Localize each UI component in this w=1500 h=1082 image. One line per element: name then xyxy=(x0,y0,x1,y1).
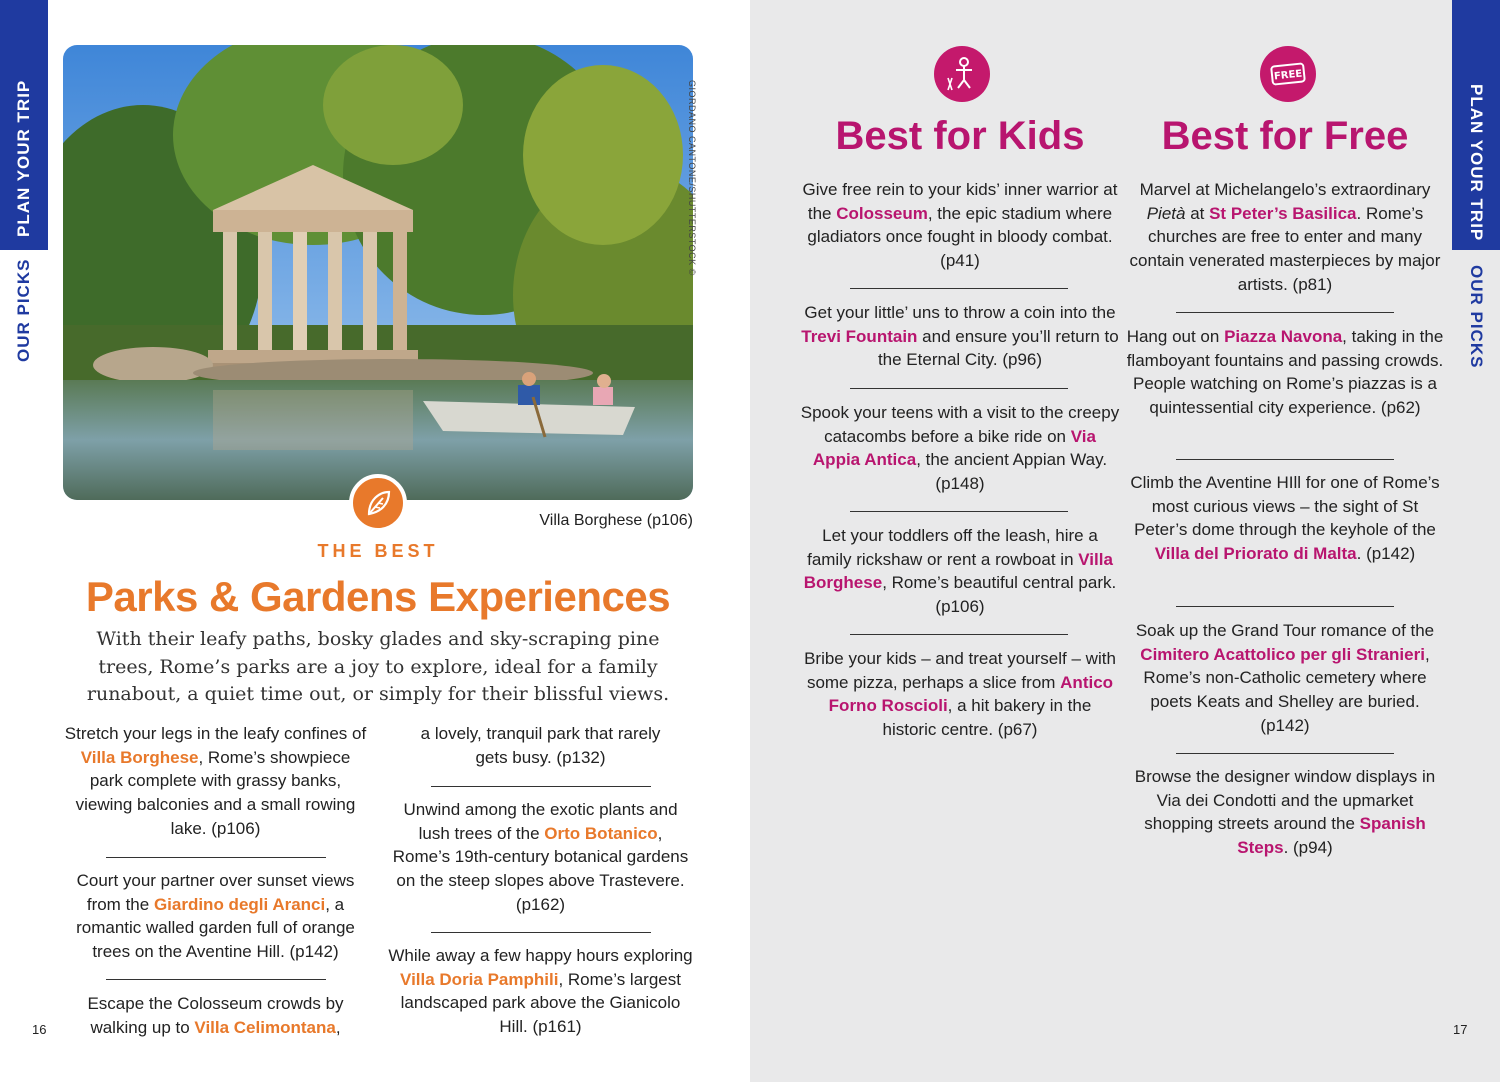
photo-credit: GIORDANO CANTONE/SHUTTERSTOCK © xyxy=(687,80,697,276)
place-link[interactable]: Villa Borghese xyxy=(80,747,199,767)
our-picks-tab[interactable] xyxy=(1452,250,1500,370)
place-link[interactable]: Trevi Fountain xyxy=(801,326,918,346)
free-ticket-icon xyxy=(1260,46,1316,102)
divider xyxy=(850,288,1068,289)
our-picks-label: OUR PICKS xyxy=(14,258,33,362)
list-item: Unwind among the exotic plants and lush trees of the Orto Botanico, Rome’s 19th-century botanical gardens on the steep slopes above Trastevere. (p162) xyxy=(392,800,689,914)
divider xyxy=(1176,753,1394,754)
divider xyxy=(106,979,326,980)
list-item: Get your little’ uns to throw a coin into the Trevi Fountain and ensure you’ll return to the Eternal City. (p96) xyxy=(801,303,1119,370)
page-title: Parks & Gardens Experiences xyxy=(85,573,671,620)
list-item: Court your partner over sunset views from the Giardino degli Aranci, a romantic walled garden full of orange trees on the Aventine Hill. (p142) xyxy=(76,871,355,962)
divider xyxy=(431,932,651,933)
list-item: While away a few happy hours exploring Villa Doria Pamphili, Rome’s largest landscaped park above the Gianicolo Hill. (p161) xyxy=(388,946,693,1037)
divider xyxy=(1176,312,1394,313)
place-link[interactable]: Villa Celimontana xyxy=(194,1017,336,1037)
page-number: 17 xyxy=(1453,1022,1468,1037)
divider xyxy=(850,634,1068,635)
divider xyxy=(1176,459,1394,460)
place-link[interactable]: Colosseum xyxy=(836,203,928,223)
our-picks-tab[interactable] xyxy=(0,250,48,370)
place-link[interactable]: Orto Botanico xyxy=(544,823,658,843)
place-link[interactable]: Villa Borghese xyxy=(803,549,1113,593)
plan-your-trip-tab[interactable] xyxy=(0,0,48,250)
plan-your-trip-label: PLAN YOUR TRIP xyxy=(14,79,33,237)
place-link[interactable]: Via Appia Antica xyxy=(812,426,1096,470)
right-page xyxy=(750,0,1500,1082)
divider xyxy=(850,511,1068,512)
list-item: Let your toddlers off the leash, hire a family rickshaw or rent a rowboat in Villa Borghese, Rome’s beautiful central park. (p106) xyxy=(803,526,1117,617)
list-item: a lovely, tranquil park that rarely gets busy. (p132) xyxy=(420,724,661,767)
divider xyxy=(1176,606,1394,607)
place-link[interactable]: St Peter’s Basilica xyxy=(1209,203,1357,223)
free-ticket-text: FREE xyxy=(1273,68,1303,83)
place-link[interactable]: Piazza Navona xyxy=(1224,327,1343,346)
list-item: Escape the Colosseum crowds by walking up to Villa Celimontana, xyxy=(87,994,344,1037)
leaf-icon xyxy=(349,474,407,532)
list-item: Marvel at Michelangelo’s extraordinary Pietà at St Peter’s Basilica. Rome’s churches are free to enter and many contain venerated masterpieces by major artists. (p81) xyxy=(1129,180,1441,294)
best-for-kids-title: Best for Kids xyxy=(835,114,1085,158)
place-link[interactable]: Spanish Steps xyxy=(1237,814,1426,858)
list-item: Give free rein to your kids’ inner warrior at the Colosseum, the epic stadium where gladiators once fought in bloody combat. (p41) xyxy=(802,180,1118,271)
list-item: Spook your teens with a visit to the creepy catacombs before a bike ride on Via Appia Antica, the ancient Appian Way. (p148) xyxy=(800,403,1120,494)
list-item: Stretch your legs in the leafy confines of Villa Borghese, Rome’s showpiece park complete with grassy banks, viewing balconies and a small rowing lake. (p106) xyxy=(64,724,367,838)
page-number: 16 xyxy=(32,1022,47,1037)
list-item: Bribe your kids – and treat yourself – with some pizza, perhaps a slice from Antico Forno Roscioli, a hit bakery in the historic centre. (p67) xyxy=(804,649,1116,740)
place-link[interactable]: Giardino degli Aranci xyxy=(153,894,326,914)
list-item: Browse the designer window displays in Via dei Condotti and the upmarket shopping streets around the Spanish Steps. (p94) xyxy=(1134,767,1436,858)
plan-your-trip-tab[interactable] xyxy=(1452,0,1500,250)
divider xyxy=(106,857,326,858)
list-item: Climb the Aventine HIll for one of Rome’s most curious views – the sight of St Peter’s dome through the keyhole of the Villa del Priorato di Malta. (p142) xyxy=(1130,473,1440,564)
intro-paragraph: With their leafy paths, bosky glades and sky-scraping pine trees, Rome’s parks are a joy to explore, ideal for a family runabout, a quiet time out, or simply for their blissful views. xyxy=(86,628,670,705)
divider xyxy=(850,388,1068,389)
villa-borghese-photo xyxy=(63,45,693,500)
divider xyxy=(431,786,651,787)
child-icon xyxy=(934,46,990,102)
plan-your-trip-label: PLAN YOUR TRIP xyxy=(1467,84,1486,242)
place-link[interactable]: Antico Forno Roscioli xyxy=(828,672,1114,716)
place-link[interactable]: Villa del Priorato di Malta xyxy=(1154,544,1357,564)
photo-caption: Villa Borghese (p106) xyxy=(539,512,693,529)
list-item: Hang out on Piazza Navona, taking in the flamboyant fountains and passing crowds. People watching on Rome’s piazzas is a quintessential city experience. (p62) xyxy=(1126,327,1444,418)
list-item: Soak up the Grand Tour romance of the Cimitero Acattolico per gli Stranieri, Rome’s non-Catholic cemetery where poets Keats and Shelley are buried. (p142) xyxy=(1135,621,1435,735)
section-kicker: THE BEST xyxy=(317,541,439,561)
best-for-free-title: Best for Free xyxy=(1161,114,1409,158)
place-link[interactable]: Cimitero Acattolico per gli Stranieri xyxy=(1140,644,1425,664)
our-picks-label: OUR PICKS xyxy=(1467,265,1486,369)
place-link[interactable]: Villa Doria Pamphili xyxy=(400,969,559,989)
